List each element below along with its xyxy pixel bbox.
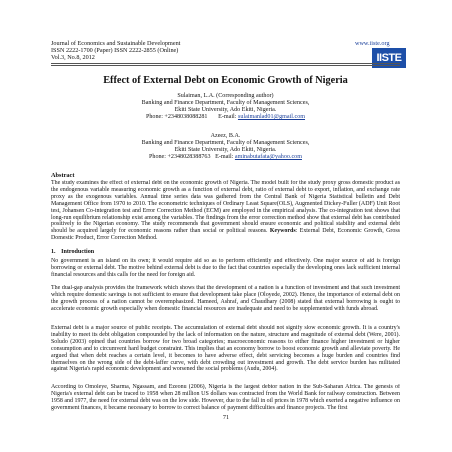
journal-volume: Vol.3, No.8, 2012: [51, 54, 95, 61]
intro-paragraph-1: No government is an island on its own; it would require aid so as to perform efficiently and effectively. One major source of aid is foreign borrowing or external debt. The motive behind external debt is due to the fact that countries especially the developing ones lack sufficient internal financial resources and this calls for the need for foreign aid.: [51, 258, 400, 278]
intro-paragraph-3: External debt is a major source of public receipts. The accumulation of external debt should not signify slow economic growth. It is a country's inability to meet its debt obligation compounded by the lack of information on the nature, structure and magnitude of external debt (Were, 2001). Soludo (2003) opined that countries borrow for two broad categories; macroeconomic reasons to either finance higher investment or higher consumption and to circumvent hard budget constraint. This implies that an economy borrow to boost economic growth and alleviate poverty. He argued that when debt reaches a certain level, it becomes to have adverse effect, debt servicing becomes a huge burden and countries find themselves on the wrong side of the debt-laffer curve, with debt crowding out investment and growth. The debt service burden has militated against Nigeria's rapid economic development and worsened the social problems (Audu, 2004).: [51, 325, 400, 373]
author1-email-label: E-mail:: [218, 114, 237, 121]
author2-phone: Phone: +2348028388763: [149, 154, 211, 161]
abstract-body: [51, 180, 400, 244]
author1-phone: Phone: +2348038088281: [145, 114, 208, 121]
author1-dept: Banking and Finance Department, Faculty of Management Sciences,: [141, 100, 310, 107]
abstract-heading: Abstract: [51, 172, 75, 179]
journal-website[interactable]: www.iiste.org: [355, 40, 390, 47]
keywords-label: Keywords: [269, 228, 296, 235]
abstract-text: The study examines the effect of external debt on the economic growth of Nigeria. The model built for the study proxy gross domestic product as the endogenous variable measuring economic growth as a function of external debt, ratio of external debt to export, inflation, and exchange rate proxy as the exogenous variables. Annual time series data was gathered from the Central Bank of Nigeria Statistical bulletin and Debt Management Office from 1970 to 2010. The econometric techniques of Ordinary Least Square(OLS), Augmented Dickey-Fuller (ADF) Unit Root test, Johansen Co-integration test and Error Correction Method (ECM) are employed in the empirical analysis. The co-integration test shows that long-run equilibrium relationship exist among the variables. The findings from the error correction method show that external debt has contributed positively to the Nigerian economy. The study recommends that government should ensure economic and political stability and external debt should be acquired largely for economic reasons rather than social or political reasons.: [51, 180, 400, 235]
author2-contact: [51, 154, 400, 161]
header-rule-top: [51, 63, 400, 64]
author2-dept: Banking and Finance Department, Faculty of Management Sciences,: [141, 140, 310, 147]
header-rule-bottom: [51, 65, 400, 66]
author1-email-link[interactable]: sulaimanlad01@gmail.com: [237, 114, 306, 121]
intro-paragraph-4: According to Omoleye, Sharma, Ngassam, and Ezeonu (2006), Nigeria is the largest debtor nation in the Sub-Saharan Africa. The genesis of Nigeria's external debt can be traced to 1958 when 28 million US dollars was contracted from the World Bank for railway construction. Between 1958 and 1977, the need for external debt was on the low side. However, due to the fall in oil prices in 1978 which exerted a negative influence on government finances, it became necessary to borrow to correct balance of payment difficulties and finance projects. The first: [51, 384, 400, 411]
section-heading: [51, 249, 94, 255]
author1-contact: [51, 114, 400, 121]
author2-email-link[interactable]: aminabutafata@yahoo.com: [234, 154, 302, 161]
author2-block: [51, 133, 400, 161]
journal-issn: ISSN 2222-1700 (Paper) ISSN 2222-2855 (Online): [51, 47, 179, 54]
page-number: 71: [222, 414, 230, 421]
intro-paragraph-2: The dual-gap analysis provides the framework which shows that the development of a nation is a function of investment and that such investment which require domestic savings is not sufficient to ensure that development take place (Oloyede, 2002). Hence, the importance of external debt on the growth process of a nation cannot be overemphasized. Hameed, Ashraf, and Chaudhary (2008) stated that external borrowing is ought to accelerate economic growth especially when domestic financial resources are inadequate and need to be supplemented with funds abroad.: [51, 285, 400, 312]
author1-name: Sulaiman, L.A. (Corresponding author): [177, 93, 274, 99]
section-title: Introduction: [61, 249, 95, 255]
paper-title: Effect of External Debt on Economic Growth of Nigeria: [103, 75, 348, 86]
author2-univ: Ekiti State University, Ado Ekiti, Nigeria.: [174, 147, 277, 154]
journal-name: Journal of Economics and Sustainable Development: [51, 40, 181, 47]
journal-header: [51, 40, 180, 61]
author1-univ: Ekiti State University, Ado Ekiti, Nigeria.: [174, 107, 277, 114]
section-number: 1.: [51, 249, 56, 255]
author1-block: [51, 93, 400, 121]
author2-name: Azeez, B.A.: [210, 133, 241, 139]
author2-email-label: E-mail:: [215, 154, 234, 161]
logo-text: IISTE: [376, 52, 402, 64]
keywords-text: : External Debt, Economic Growth, Gross Domestic Product, Error Correction Method.: [51, 228, 400, 242]
